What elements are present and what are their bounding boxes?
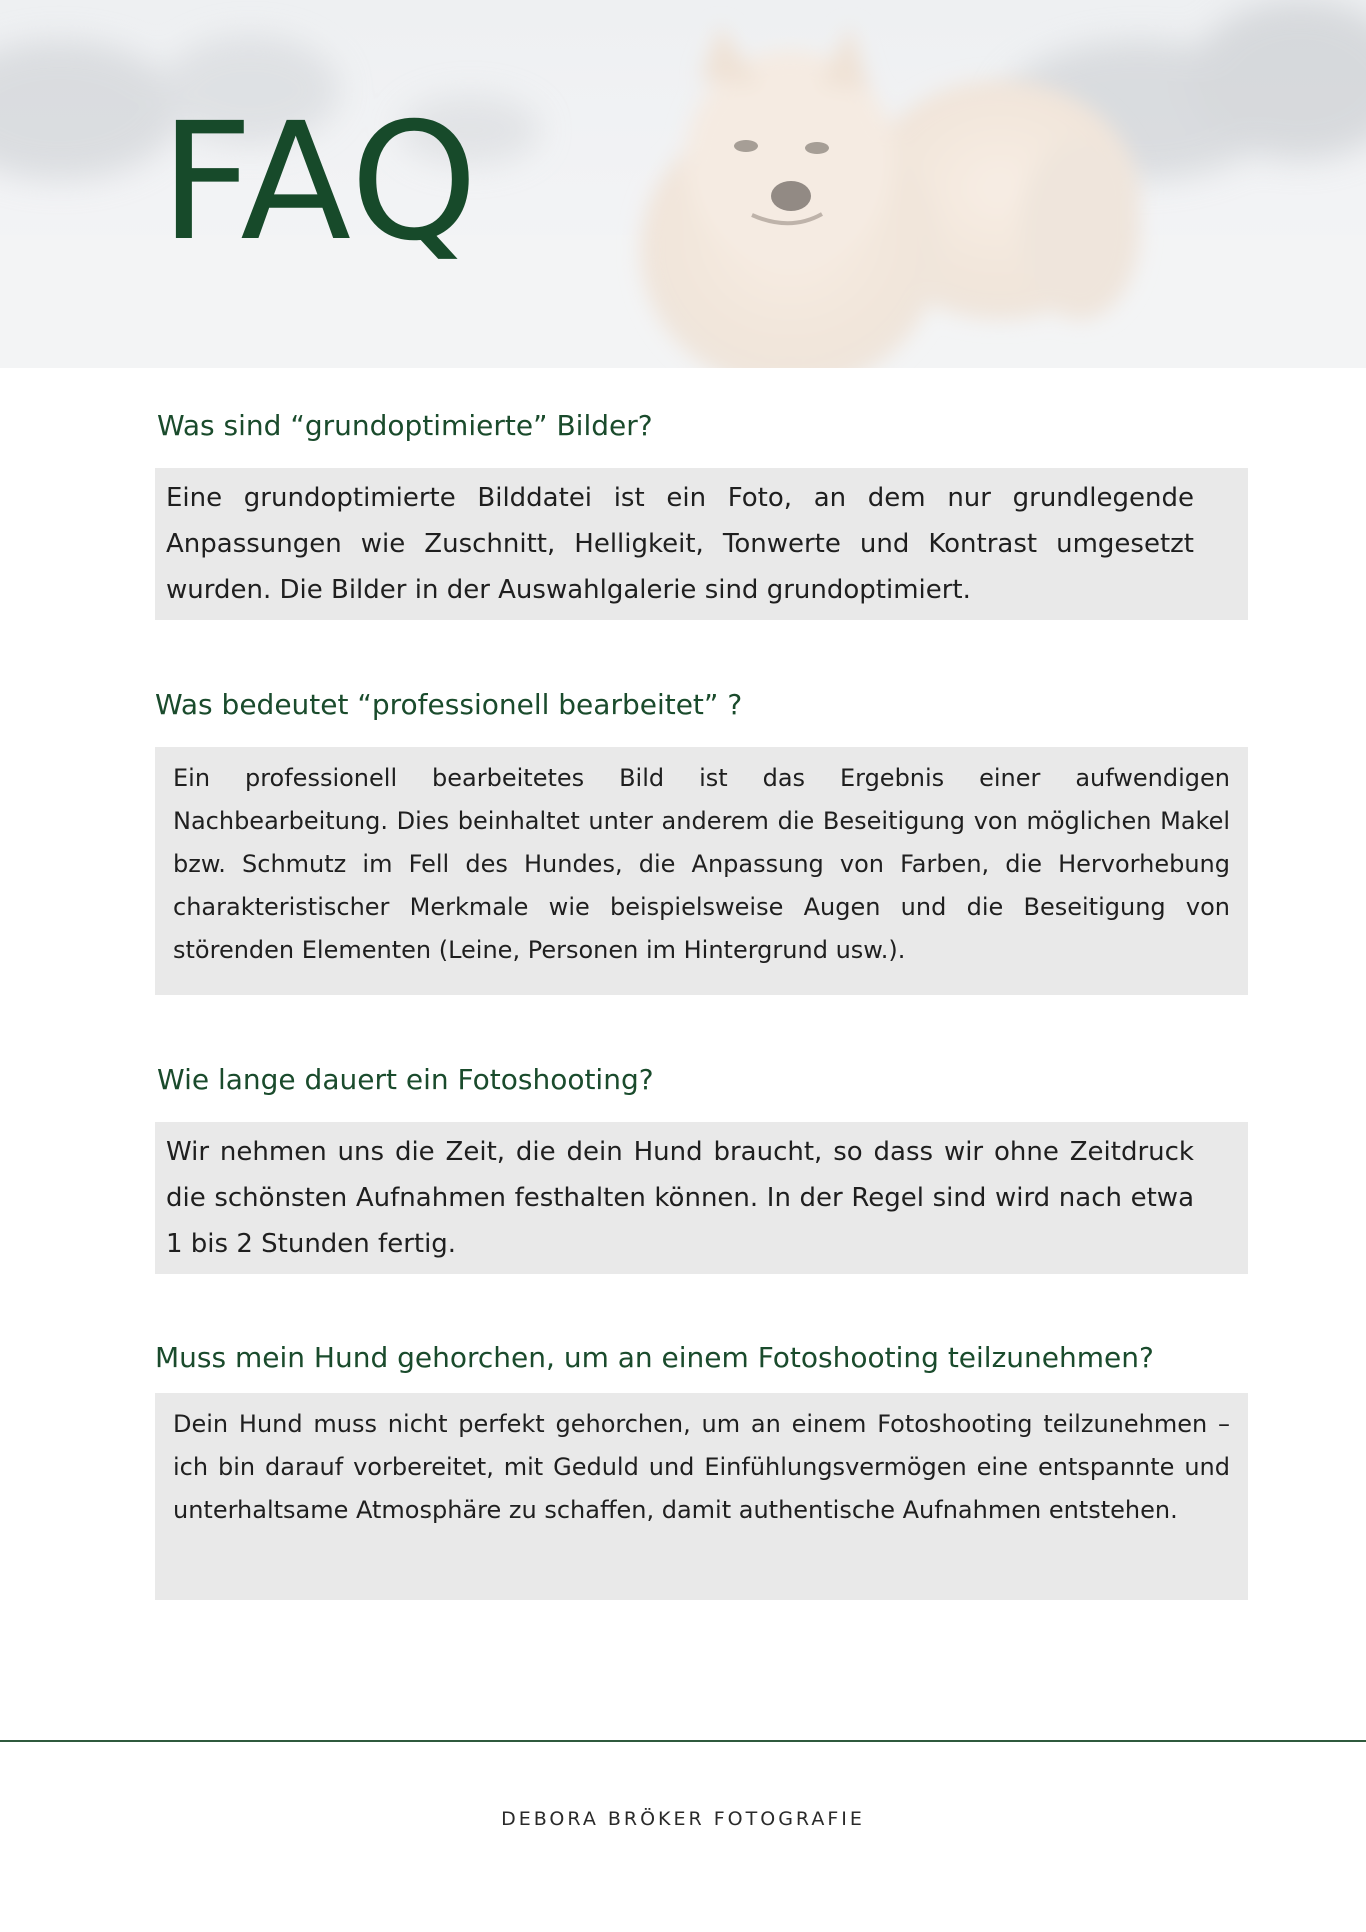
faq-answer-3 [155, 1122, 1248, 1274]
footer-brand: DEBORA BRÖKER FOTOGRAFIE [501, 1808, 865, 1830]
faq-answer-text-4: Dein Hund muss nicht perfekt gehorchen, um an einem Fotoshooting teilzunehmen – ich bin darauf vorbereitet, mit Geduld und Einfühlungsvermögen eine entspannte und unterhaltsame Atmosphäre zu schaffen, damit authentische Aufnahmen entstehen. [173, 1410, 1230, 1524]
faq-answer-text-2: Ein professionell bearbeitetes Bild ist das Ergebnis einer aufwendigen Nachbearbeitung. Dies beinhaltet unter anderem die Beseitigung von möglichen Makel bzw. Schmutz im Fell des Hundes, die Anpassung von Farben, die Hervorhebung charakteristischer Merkmale wie beispielsweise Augen und die Beseitigung von störenden Elementen (Leine, Personen im Hintergrund usw.). [173, 764, 1230, 964]
faq-answer-text-1: Eine grundoptimierte Bilddatei ist ein Foto, an dem nur grundlegende Anpassungen wie Zuschnitt, Helligkeit, Tonwerte und Kontrast umgesetzt wurden. Die Bilder in der Auswahlgalerie sind grundoptimiert. [166, 483, 1194, 605]
hero-banner [0, 0, 1366, 368]
faq-answer-1 [155, 468, 1248, 620]
footer-divider [0, 1740, 1366, 1742]
faq-answer-text-3: Wir nehmen uns die Zeit, die dein Hund braucht, so dass wir ohne Zeitdruck die schönsten Aufnahmen festhalten können. In der Regel sind wird nach etwa 1 bis 2 Stunden fertig. [166, 1137, 1194, 1259]
faq-answer-2 [155, 747, 1248, 995]
faq-answer-4 [155, 1393, 1248, 1600]
faq-question-4: Muss mein Hund gehorchen, um an einem Fotoshooting teilzunehmen? [155, 1341, 1154, 1374]
page-title: FAQ [160, 89, 480, 277]
faq-question-3: Wie lange dauert ein Fotoshooting? [157, 1063, 654, 1096]
faq-question-1: Was sind “grundoptimierte” Bilder? [157, 409, 653, 442]
faq-question-2: Was bedeutet “professionell bearbeitet” ? [155, 688, 743, 721]
